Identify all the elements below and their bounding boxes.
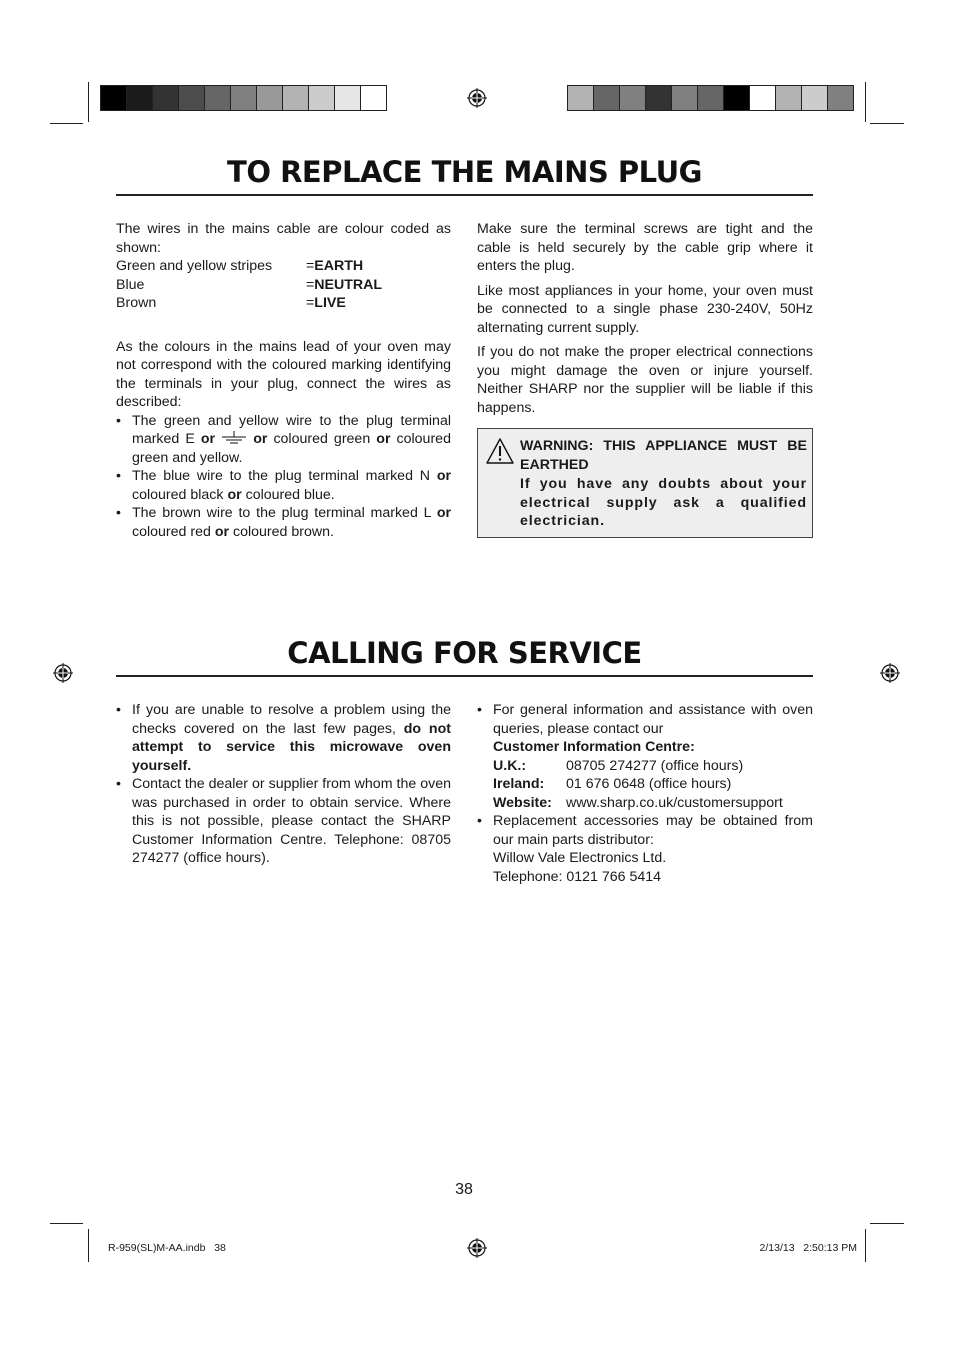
registration-mark-icon (53, 663, 73, 683)
list-item: • For general information and assistance with oven queries, please contact our Customer Information Centre: U.K.: 08705 274277 (office hours) Ireland: 01 676 0648 (office hours) Website: www.sharp.co.uk/customersupport (477, 701, 813, 812)
color-swatch (698, 86, 724, 110)
colour-code-list (116, 257, 451, 313)
color-swatch (205, 86, 231, 110)
list-item: • The green and yellow wire to the plug terminal marked E or or coloured green or coloured green and yellow. (116, 412, 451, 468)
liability-text: If you do not make the proper electrical connections you might damage the oven or injure yourself. Neither SHARP nor the supplier will be liable if this happens. (477, 344, 813, 416)
color-swatch (101, 86, 127, 110)
color-bar-right (567, 85, 854, 111)
title-rule (116, 675, 813, 677)
colour-label: Brown (116, 295, 157, 311)
crop-mark (870, 1223, 904, 1224)
color-swatch (672, 86, 698, 110)
registration-mark-icon (467, 1238, 487, 1258)
color-swatch (179, 86, 205, 110)
warning-triangle-icon (485, 437, 515, 465)
colour-code-row: Green and yellow stripes = EARTH (116, 258, 364, 274)
section-title-service: CALLING FOR SERVICE (287, 636, 642, 670)
color-swatch (568, 86, 594, 110)
crop-mark (88, 1229, 89, 1262)
colour-value: EARTH (314, 258, 364, 274)
color-swatch (283, 86, 309, 110)
color-swatch (127, 86, 153, 110)
color-swatch (646, 86, 672, 110)
warning-title: WARNING: THIS APPLIANCE MUST BE EARTHED (520, 438, 807, 473)
colour-code-row: Blue = NEUTRAL (116, 276, 383, 293)
crop-mark (88, 82, 89, 122)
registration-mark-icon (467, 88, 487, 108)
crop-mark (870, 123, 904, 124)
color-swatch (361, 86, 386, 110)
terminal-screws-text: Make sure the terminal screws are tight and the cable is held securely by the cable grip where it enters the plug. (477, 221, 813, 274)
color-swatch (153, 86, 179, 110)
color-swatch (802, 86, 828, 110)
list-item: • The blue wire to the plug terminal marked N or coloured black or coloured blue. (116, 467, 451, 504)
right-column-service (477, 701, 813, 886)
service-info-list (477, 701, 813, 886)
contact-row: Website: www.sharp.co.uk/customersupport (493, 794, 783, 811)
color-swatch (776, 86, 802, 110)
right-column-mains (477, 220, 813, 423)
colour-value: NEUTRAL (314, 276, 383, 293)
service-list (116, 701, 451, 868)
contact-row: Ireland: 01 676 0648 (office hours) (493, 776, 732, 792)
contact-row: U.K.: 08705 274277 (office hours) (493, 757, 744, 774)
wiring-paragraph: As the colours in the mains lead of your oven may not correspond with the coloured marking identifying the terminals in your plug, connect the wires as described: (116, 338, 451, 410)
list-item: • If you are unable to resolve a problem using the checks covered on the last few pages, do not attempt to service this microwave oven yourself. (116, 701, 451, 775)
colour-label: Green and yellow stripes (116, 258, 273, 274)
list-item: • Contact the dealer or supplier from whom the oven was purchased in order to obtain service. Where this is not possible, please contact the SHARP Customer Information Centre. Telephone: 08705 274277 (office hours). (116, 775, 451, 868)
colour-code-row: Brown = LIVE (116, 295, 346, 311)
left-column-mains (116, 220, 451, 541)
color-swatch (231, 86, 257, 110)
page-number: 38 (455, 1181, 473, 1198)
warning-box (477, 428, 813, 538)
section-title-mains-plug: TO REPLACE THE MAINS PLUG (227, 155, 702, 189)
wiring-list (116, 412, 451, 542)
list-item: • Replacement accessories may be obtained from our main parts distributor: Willow Vale Electronics Ltd. Telephone: 0121 766 5414 (477, 812, 813, 886)
intro-text: The wires in the mains cable are colour coded as shown: (116, 221, 451, 256)
color-swatch (828, 86, 853, 110)
color-swatch (309, 86, 335, 110)
color-swatch (620, 86, 646, 110)
website-link[interactable]: www.sharp.co.uk/customersupport (566, 794, 783, 811)
color-swatch (594, 86, 620, 110)
earth-symbol-icon (221, 431, 247, 445)
colour-value: LIVE (314, 295, 346, 311)
crop-mark (865, 82, 866, 122)
color-swatch (335, 86, 361, 110)
title-rule (116, 194, 813, 196)
list-item: • The brown wire to the plug terminal marked L or coloured red or coloured brown. (116, 504, 451, 541)
registration-mark-icon (880, 663, 900, 683)
color-swatch (257, 86, 283, 110)
footer-file-name: R-959(SL)M-AA.indb 38 (108, 1242, 226, 1254)
footer-timestamp: 2/13/13 2:50:13 PM (759, 1242, 857, 1254)
crop-mark (50, 1223, 83, 1224)
color-swatch (724, 86, 750, 110)
left-column-service (116, 701, 451, 868)
color-bar-left (100, 85, 387, 111)
info-centre-heading: Customer Information Centre: (493, 739, 695, 755)
warning-body: If you have any doubts about your electrical supply ask a qualified electrician. (520, 476, 807, 529)
crop-mark (50, 123, 83, 124)
color-swatch (750, 86, 776, 110)
colour-label: Blue (116, 276, 145, 293)
crop-mark (865, 1229, 866, 1262)
supply-text: Like most appliances in your home, your oven must be connected to a single phase 230-240V, 50Hz alternating current supply. (477, 282, 813, 336)
